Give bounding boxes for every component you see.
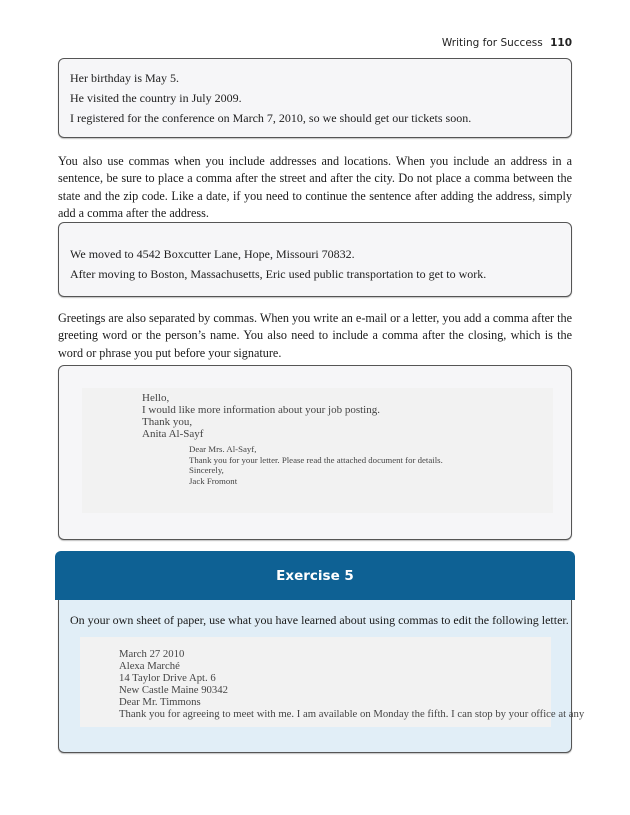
letter-line: Dear Mrs. Al-Sayf, — [189, 444, 257, 454]
letter-one — [142, 392, 380, 440]
exercise-instruction: On your own sheet of paper, use what you have learned about using commas to edit the following letter. — [70, 613, 569, 627]
letter-line: Dear Mr. Timmons — [119, 696, 201, 708]
letter-line: Thank you for your letter. Please read the attached document for details. — [189, 454, 443, 465]
letter-two — [189, 444, 443, 486]
letter-line: Thank you, — [142, 416, 193, 428]
example-line: He visited the country in July 2009. — [70, 91, 242, 105]
letter-line: March 27 2010 — [119, 648, 185, 660]
paragraph-addresses: You also use commas when you include addresses and locations. When you include an address in a sentence, be sure to place a comma after the street and after the city. Do not place a comma between the state and the zip code. Like a date, if you need to continue the sentence after adding the address, simply add a comma after the address. — [58, 154, 572, 220]
running-header — [442, 37, 572, 49]
letter-line: Thank you for agreeing to meet with me. I am available on Monday the fifth. I can stop by your office at any — [119, 708, 585, 720]
exercise-letter — [119, 648, 584, 720]
letter-line: Alexa Marché — [119, 660, 180, 672]
example-box-greetings — [58, 365, 572, 540]
letter-line: Sincerely, — [189, 465, 224, 475]
letter-line: Anita Al-Sayf — [142, 428, 204, 440]
page-number: 110 — [550, 37, 572, 49]
example-line: I registered for the conference on March 7, 2010, so we should get our tickets soon. — [70, 111, 472, 125]
example-line: Her birthday is May 5. — [70, 71, 179, 85]
exercise-header — [55, 551, 575, 600]
example-line: We moved to 4542 Boxcutter Lane, Hope, Missouri 70832. — [70, 247, 355, 261]
exercise-letter-area — [80, 637, 585, 727]
exercise-body — [58, 600, 585, 753]
letter-line: 14 Taylor Drive Apt. 6 — [119, 672, 216, 684]
letter-line: New Castle Maine 90342 — [119, 684, 228, 696]
exercise-title: Exercise 5 — [276, 567, 354, 584]
example-box-dates — [58, 58, 572, 138]
letter-line: I would like more information about your job posting. — [142, 404, 380, 416]
letter-line: Jack Fromont — [189, 475, 238, 486]
example-line: After moving to Boston, Massachusetts, Eric used public transportation to get to work. — [70, 267, 487, 281]
letter-sample-area — [82, 388, 553, 513]
example-box-addresses — [58, 222, 572, 297]
letter-line: Hello, — [142, 392, 170, 404]
paragraph-greetings: Greetings are also separated by commas. When you write an e-mail or a letter, you add a comma after the greeting word or the person’s name. You also need to include a comma after the closing, which is the word or phrase you put before your signature. — [58, 311, 573, 360]
book-title: Writing for Success — [441, 37, 543, 49]
